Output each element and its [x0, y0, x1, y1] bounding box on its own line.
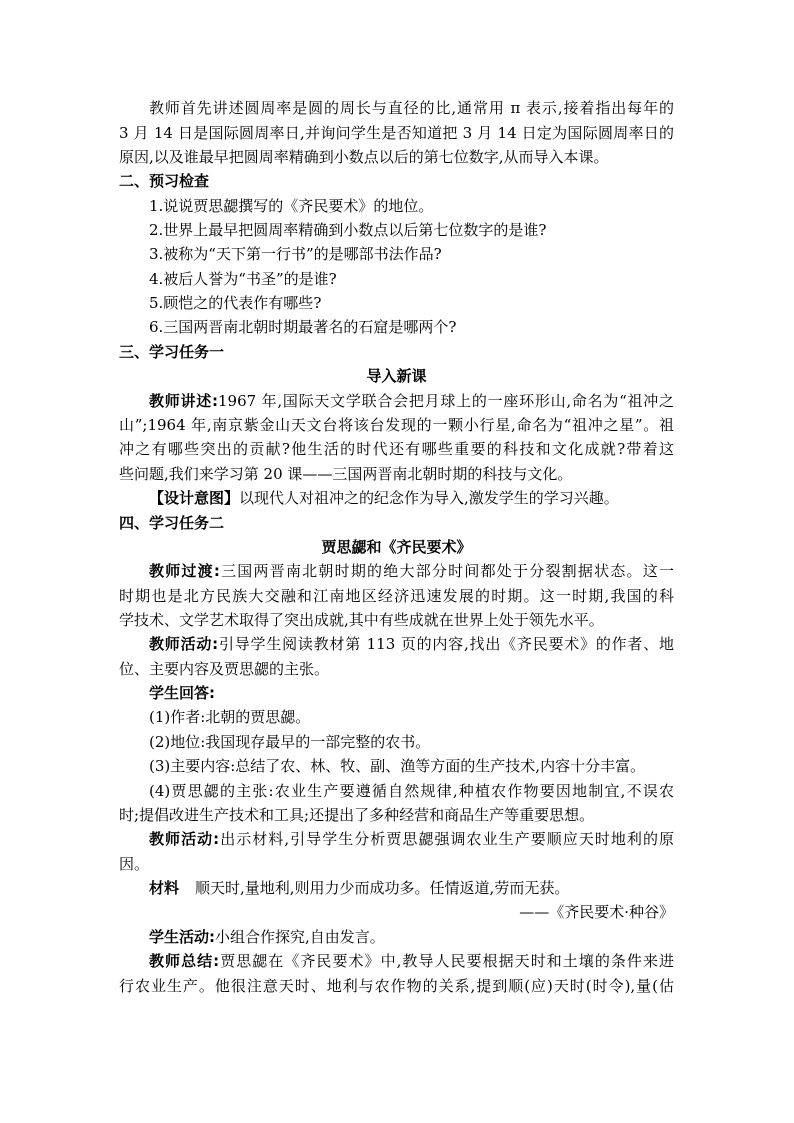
teacher-talk-line-1: 教师讲述:1967 年,国际天文学联合会把月球上的一座环形山,命名为“祖冲之 [149, 392, 674, 410]
summary-line-2: 行农业生产。他很注意天时、地利与农作物的关系,提到顺(应)天时(时令),量(估 [119, 977, 674, 995]
activity1-label: 教师活动: [149, 635, 219, 653]
transition-label: 教师过渡: [149, 562, 220, 580]
question-2: 2.世界上最早把圆周率精确到小数点以后第七位数字的是谁? [149, 221, 547, 239]
activity2-line-2: 因。 [119, 855, 150, 873]
activity1-line-2: 位、主要内容及贾思勰的主张。 [119, 660, 330, 678]
intro-line-1: 教师首先讲述圆周率是圆的周长与直径的比,通常用 π 表示,接着指出每年的 [149, 99, 674, 117]
transition-line-2: 时期也是北方民族大交融和江南地区经济迅速发展的时期。这一时期,我国的科 [119, 587, 674, 605]
question-5: 5.顾恺之的代表作有哪些? [149, 294, 322, 312]
activity2-label: 教师活动: [149, 830, 220, 848]
design-intent: 【设计意图】以现代人对祖冲之的纪念作为导入,激发学生的学习兴趣。 [149, 489, 619, 507]
material-quote: 材料 顺天时,量地利,则用力少而成功多。任情返道,劳而无获。 [149, 879, 570, 897]
student-answer-label: 学生回答: [149, 684, 215, 702]
student-activity: 学生活动:小组合作探究,自由发言。 [149, 928, 385, 946]
material-source: ——《齐民要术·种谷》 [519, 903, 674, 921]
answer-4-line-2: 时;提倡改进生产技术和工具;还提出了多种经营和商品生产等重要思想。 [119, 806, 595, 824]
question-4: 4.被后人誉为“书圣”的是谁? [149, 270, 337, 288]
question-3: 3.被称为“天下第一行书”的是哪部书法作品? [149, 245, 442, 263]
material-label: 材料 [149, 879, 180, 897]
intro-line-2: 3 月 14 日是国际圆周率日,并询问学生是否知道把 3 月 14 日定为国际圆周率日的 [119, 124, 674, 142]
question-1: 1.说说贾思勰撰写的《齐民要术》的地位。 [149, 197, 434, 215]
section-heading-task1: 三、学习任务一 [119, 343, 225, 361]
question-6: 6.三国两晋南北朝时期最著名的石窟是哪两个? [149, 318, 457, 336]
transition-line-3: 学技术、文学艺术取得了突出成就,其中有些成就在世界上处于领先水平。 [119, 611, 604, 629]
task1-title: 导入新课 [366, 367, 427, 385]
transition-line-1: 教师过渡:三国两晋南北朝时期的绝大部分时间都处于分裂割据状态。这一 [149, 562, 674, 580]
activity1-line-1: 教师活动:引导学生阅读教材第 113 页的内容,找出《齐民要术》的作者、地 [149, 635, 674, 653]
teacher-talk-line-4: 些问题,我们来学习第 20 课——三国两晋南北朝时期的科技与文化。 [119, 465, 573, 483]
intro-line-3: 原因,以及谁最早把圆周率精确到小数点以后的第七位数字,从而导入本课。 [119, 148, 609, 166]
answer-4-line-1: (4)贾思勰的主张:农业生产要遵循自然规律,种植农作物要因地制宜,不误农 [149, 782, 674, 800]
teacher-talk-label: 教师讲述: [149, 392, 218, 410]
activity2-line-1: 教师活动:出示材料,引导学生分析贾思勰强调农业生产要顺应天时地利的原 [149, 830, 674, 848]
summary-label: 教师总结: [149, 952, 220, 970]
summary-line-1: 教师总结:贾思勰在《齐民要术》中,教导人民要根据天时和土壤的条件来进 [149, 952, 674, 970]
design-intent-label: 【设计意图】 [149, 489, 240, 507]
answer-2: (2)地位:我国现存最早的一部完整的农书。 [149, 733, 431, 751]
section-heading-task2: 四、学习任务二 [119, 514, 225, 532]
answer-3: (3)主要内容:总结了农、林、牧、副、渔等方面的生产技术,内容十分丰富。 [149, 757, 646, 775]
teacher-talk-line-3: 冲之有哪些突出的贡献?他生活的时代还有哪些重要的科技和文化成就?带着这 [119, 440, 674, 458]
answer-1: (1)作者:北朝的贾思勰。 [149, 708, 311, 726]
teacher-talk-line-2: 山”;1964 年,南京紫金山天文台将该台发现的一颗小行星,命名为“祖冲之星”。祖 [119, 416, 674, 434]
student-activity-label: 学生活动: [149, 928, 215, 946]
task2-title: 贾思勰和《齐民要术》 [321, 538, 472, 556]
section-heading-preview: 二、预习检查 [119, 172, 210, 190]
